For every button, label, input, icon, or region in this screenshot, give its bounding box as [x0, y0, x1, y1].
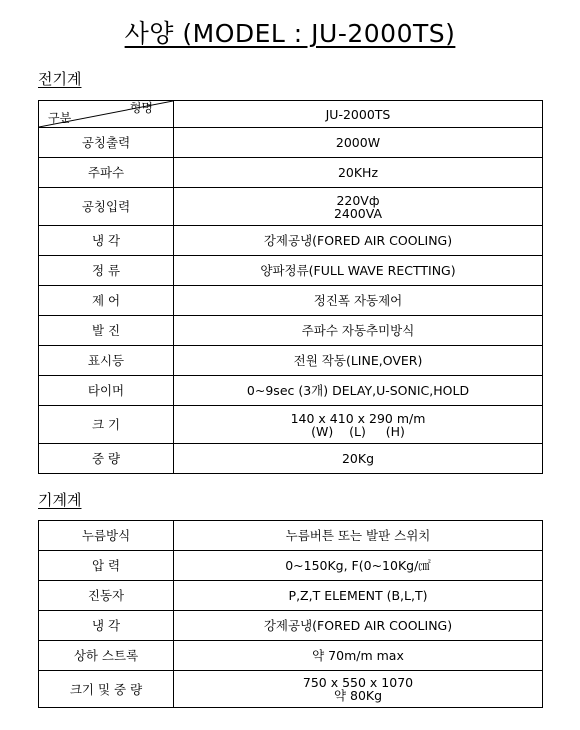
row-label: 압 력	[39, 551, 174, 581]
row-value: 강제공냉(FORED AIR COOLING)	[174, 611, 543, 641]
row-value: 주파수 자동추미방식	[174, 316, 543, 346]
row-value: 양파정류(FULL WAVE RECTTING)	[174, 256, 543, 286]
row-value: 20KHz	[174, 158, 543, 188]
row-label: 표시등	[39, 346, 174, 376]
row-value: 2000W	[174, 128, 543, 158]
row-value	[174, 188, 543, 226]
table-row	[39, 188, 543, 226]
row-label: 발 진	[39, 316, 174, 346]
row-value: 강제공냉(FORED AIR COOLING)	[174, 226, 543, 256]
table-row	[39, 521, 543, 551]
row-value: 전원 작동(LINE,OVER)	[174, 346, 543, 376]
mechanical-spec-table	[38, 520, 543, 708]
header-category-label: 구분	[48, 111, 72, 125]
table-row	[39, 551, 543, 581]
table-row	[39, 444, 543, 474]
row-label: 냉 각	[39, 226, 174, 256]
row-value: 0~150Kg, F(0~10Kg/㎠	[174, 551, 543, 581]
row-label: 주파수	[39, 158, 174, 188]
header-diagonal-cell	[39, 101, 174, 128]
row-value: 약 70m/m max	[174, 641, 543, 671]
row-value-line: 750 x 550 x 1070	[302, 675, 414, 690]
row-label: 크기 및 중 량	[39, 671, 174, 708]
table-row	[39, 226, 543, 256]
table-row	[39, 256, 543, 286]
row-label: 공칭입력	[39, 188, 174, 226]
section-heading-mechanical: 기계계	[38, 491, 82, 509]
row-label: 상하 스트록	[39, 641, 174, 671]
row-value: P,Z,T ELEMENT (B,L,T)	[174, 581, 543, 611]
row-value: 20Kg	[174, 444, 543, 474]
row-value-line: 2400VA	[333, 205, 383, 221]
row-value: 0~9sec (3개) DELAY,U-SONIC,HOLD	[174, 376, 543, 406]
section-heading-electrical: 전기계	[38, 70, 82, 88]
row-label: 공칭출력	[39, 128, 174, 158]
row-label: 중 량	[39, 444, 174, 474]
row-value-line: 약 80Kg	[333, 688, 383, 703]
table-row	[39, 406, 543, 444]
table-row	[39, 641, 543, 671]
row-value-line: 220Vф	[336, 192, 380, 208]
row-label: 진동자	[39, 581, 174, 611]
row-value: 정진폭 자동제어	[174, 286, 543, 316]
header-model-label: 형명	[129, 101, 153, 115]
row-value-line: 140 x 410 x 290 m/m	[290, 410, 426, 426]
page-title: 사양 (MODEL : JU-2000TS)	[124, 19, 456, 48]
row-value	[174, 671, 543, 708]
table-row	[39, 581, 543, 611]
header-model-value: JU-2000TS	[174, 101, 543, 128]
table-row	[39, 346, 543, 376]
table-row	[39, 376, 543, 406]
row-label: 냉 각	[39, 611, 174, 641]
table-row	[39, 671, 543, 708]
row-label: 제 어	[39, 286, 174, 316]
table-row	[39, 158, 543, 188]
table-header-row	[39, 101, 543, 128]
table-row	[39, 286, 543, 316]
electrical-spec-table	[38, 100, 543, 474]
row-value	[174, 406, 543, 444]
table-row	[39, 611, 543, 641]
row-label: 누름방식	[39, 521, 174, 551]
row-label: 크 기	[39, 406, 174, 444]
table-row	[39, 316, 543, 346]
row-value-line: (W) (L) (H)	[311, 423, 405, 439]
row-label: 정 류	[39, 256, 174, 286]
row-value: 누름버튼 또는 발판 스위치	[174, 521, 543, 551]
row-label: 타이머	[39, 376, 174, 406]
table-row	[39, 128, 543, 158]
